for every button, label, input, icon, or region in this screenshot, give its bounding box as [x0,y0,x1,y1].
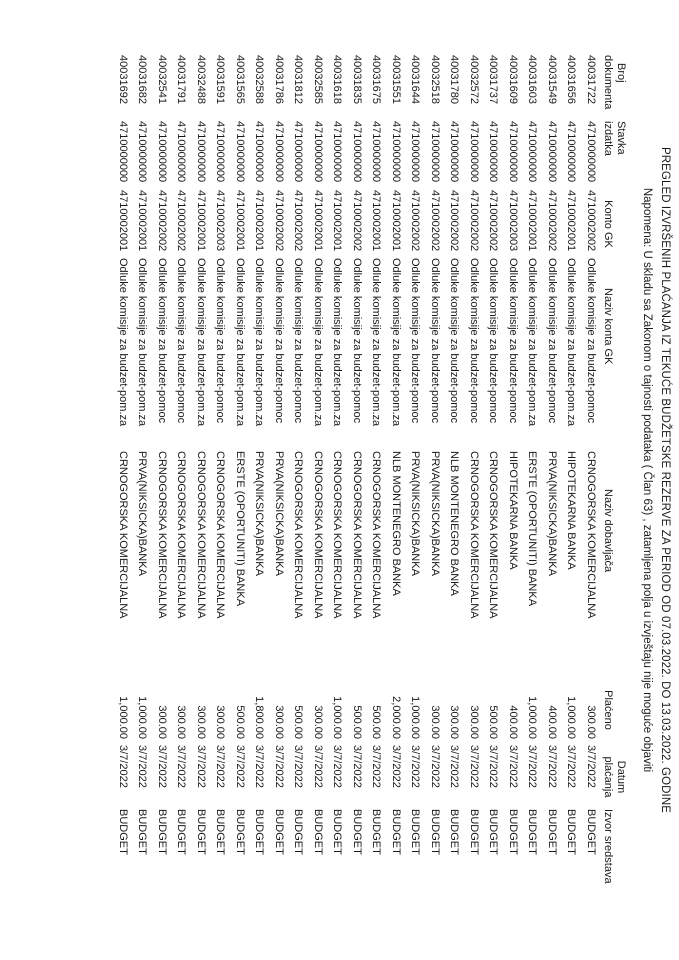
cell-stavka-izdatka: 4710000000 [175,121,188,183]
cell-datum-placanja: 3/7/2022 [273,745,285,788]
cell-naziv-dobavljaca: CRNOGORSKA KOMERCIJALNA [292,451,305,619]
table-row [230,55,250,889]
cell-placeno: 300.00 [429,705,441,739]
cell-naziv-konta-gk: Odluke komisije za budzet-pom.za [526,258,539,427]
cell-naziv-konta-gk: Odluke komisije za budzet-pom.za [370,258,383,427]
cell-placeno: 300.00 [175,705,188,739]
cell-placeno: 300.00 [195,705,207,739]
cell-izvor-sredstava: BUDGET [390,809,402,855]
cell-stavka-izdatka: 4710000000 [546,121,558,183]
cell-stavka-izdatka: 4710000000 [156,121,168,183]
cell-naziv-konta-gk: Odluke komisije za budzet-pomoc [546,258,558,424]
cell-placeno: 1,000.00 [565,696,578,739]
header-broj-dokumenta [600,55,627,121]
cell-stavka-izdatka: 4710000000 [468,121,480,183]
cell-naziv-dobavljaca: PRVA(NIKSICKA)BANKA [253,451,266,576]
cell-placeno: 1,800.00 [253,696,266,739]
cell-naziv-konta-gk: Odluke komisije za budzet-pom.za [117,258,129,427]
cell-izvor-sredstava: BUDGET [507,809,519,855]
table-row [561,55,581,889]
cell-konto-gk: 4710002002 [351,190,363,252]
cell-placeno: 1,000.00 [526,696,539,739]
cell-naziv-konta-gk: Odluke komisije za budzet-pomoc [429,258,441,424]
table-row [249,55,269,889]
cell-placeno: 500.00 [292,705,305,739]
cell-datum-placanja: 3/7/2022 [253,745,266,788]
table-row [171,55,191,889]
cell-datum-placanja: 3/7/2022 [292,745,305,788]
cell-konto-gk: 4710002001 [370,190,383,252]
cell-konto-gk: 4710002001 [234,190,246,252]
cell-naziv-konta-gk: Odluke komisije za budzet-pom.za [565,258,578,427]
cell-izvor-sredstava: BUDGET [448,809,461,855]
cell-placeno: 500.00 [351,705,363,739]
cell-placeno: 500.00 [234,705,246,739]
cell-stavka-izdatka: 4710000000 [448,121,461,183]
cell-datum-placanja: 3/7/2022 [448,745,461,788]
cell-konto-gk: 4710002002 [546,190,558,252]
cell-naziv-dobavljaca: CRNOGORSKA KOMERCIJALNA [585,451,597,619]
table-row [483,55,503,889]
cell-stavka-izdatka: 4710000000 [390,121,402,183]
cell-broj-dokumenta: 40031722 [585,55,597,104]
cell-naziv-dobavljaca: PRVA(NIKSICKA)BANKA [136,451,149,576]
header-datum-line2: plaćanja [602,756,614,798]
cell-naziv-dobavljaca: CRNOGORSKA KOMERCIJALNA [468,451,480,619]
cell-izvor-sredstava: BUDGET [253,809,266,855]
header-datum-line1: Datum [615,760,627,794]
table-row [113,55,133,889]
cell-placeno: 300.00 [214,705,227,739]
table-row [542,55,562,889]
cell-naziv-dobavljaca: CRNOGORSKA KOMERCIJALNA [195,451,207,619]
table-row [327,55,347,889]
cell-naziv-dobavljaca: CRNOGORSKA KOMERCIJALNA [351,451,363,619]
cell-broj-dokumenta: 40031609 [507,55,519,104]
document-title: PREGLED IZVRŠENIH PLAĆANJA IZ TEKUĆE BUDŽETSKE REZERVE ZA PERIOD OD 07.03.2022. DO 13.03.2022. GODINE [659,146,671,814]
document-note: Napomena: U skladu sa Zakonom o tajnosti podataka ( Član 63) , zatamljena polja u izvještaju nije moguće objaviti [641,187,653,773]
cell-stavka-izdatka: 4710000000 [526,121,539,183]
cell-naziv-konta-gk: Odluke komisije za budzet-pom.za [136,258,149,427]
cell-izvor-sredstava: BUDGET [468,809,480,855]
cell-konto-gk: 4710002002 [156,190,168,252]
cell-datum-placanja: 3/7/2022 [468,745,480,788]
cell-broj-dokumenta: 40031549 [546,55,558,104]
cell-konto-gk: 4710002003 [214,190,227,252]
cell-izvor-sredstava: BUDGET [487,809,500,855]
cell-datum-placanja: 3/7/2022 [507,745,519,788]
cell-izvor-sredstava: BUDGET [156,809,168,855]
cell-naziv-dobavljaca: CRNOGORSKA KOMERCIJALNA [156,451,168,619]
cell-placeno: 500.00 [370,705,383,739]
cell-konto-gk: 4710002002 [292,190,305,252]
header-row [600,55,627,889]
cell-stavka-izdatka: 4710000000 [565,121,578,183]
cell-stavka-izdatka: 4710000000 [429,121,441,183]
cell-stavka-izdatka: 4710000000 [273,121,285,183]
cell-naziv-konta-gk: Odluke komisije za budzet-pomoc [448,258,461,424]
cell-broj-dokumenta: 40032488 [195,55,207,104]
cell-broj-dokumenta: 40032572 [468,55,480,104]
cell-broj-dokumenta: 40031644 [409,55,422,104]
cell-stavka-izdatka: 4710000000 [331,121,344,183]
cell-izvor-sredstava: BUDGET [292,809,305,855]
cell-konto-gk: 4710002002 [448,190,461,252]
cell-datum-placanja: 3/7/2022 [565,745,578,788]
table-header [600,55,627,889]
cell-stavka-izdatka: 4710000000 [370,121,383,183]
cell-stavka-izdatka: 4710000000 [487,121,500,183]
header-konto-gk: Konto GK [602,200,614,248]
cell-broj-dokumenta: 40031603 [526,55,539,104]
cell-datum-placanja: 3/7/2022 [156,745,168,788]
cell-datum-placanja: 3/7/2022 [214,745,227,788]
cell-izvor-sredstava: BUDGET [195,809,207,855]
cell-stavka-izdatka: 4710000000 [292,121,305,183]
table-row [191,55,211,889]
cell-konto-gk: 4710002003 [507,190,519,252]
cell-placeno: 2,000.00 [390,696,402,739]
table-row [347,55,367,889]
cell-naziv-dobavljaca: CRNOGORSKA KOMERCIJALNA [331,451,344,619]
cell-placeno: 400.00 [507,705,519,739]
header-izvor-sredstava: Izvor sredstava [602,809,614,884]
cell-naziv-konta-gk: Odluke komisije za budzet-pom.za [253,258,266,427]
cell-izvor-sredstava: BUDGET [312,809,324,855]
cell-naziv-konta-gk: Odluke komisije za budzet-pomoc [273,258,285,424]
cell-broj-dokumenta: 40031786 [273,55,285,104]
cell-placeno: 1,000.00 [409,696,422,739]
cell-konto-gk: 4710002001 [312,190,324,252]
cell-broj-dokumenta: 40032518 [429,55,441,104]
cell-konto-gk: 4710002002 [273,190,285,252]
cell-izvor-sredstava: BUDGET [234,809,246,855]
cell-izvor-sredstava: BUDGET [117,809,129,855]
table-row [210,55,230,889]
cell-konto-gk: 4710002002 [487,190,500,252]
table-row [288,55,308,889]
cell-broj-dokumenta: 40031591 [214,55,227,104]
cell-stavka-izdatka: 4710000000 [214,121,227,183]
cell-izvor-sredstava: BUDGET [429,809,441,855]
cell-broj-dokumenta: 40031565 [234,55,246,104]
cell-broj-dokumenta: 40031780 [448,55,461,104]
cell-naziv-konta-gk: Odluke komisije za budzet-pomoc [409,258,422,424]
cell-naziv-dobavljaca: NLB MONTENEGRO BANKA [448,451,461,596]
cell-stavka-izdatka: 4710000000 [117,121,129,183]
cell-stavka-izdatka: 4710000000 [312,121,324,183]
cell-datum-placanja: 3/7/2022 [390,745,402,788]
cell-broj-dokumenta: 40031551 [390,55,402,104]
cell-datum-placanja: 3/7/2022 [175,745,188,788]
cell-konto-gk: 4710002002 [175,190,188,252]
cell-naziv-konta-gk: Odluke komisije za budzet-pomoc [292,258,305,424]
cell-izvor-sredstava: BUDGET [351,809,363,855]
cell-izvor-sredstava: BUDGET [585,809,597,855]
cell-datum-placanja: 3/7/2022 [526,745,539,788]
cell-naziv-konta-gk: Odluke komisije za budzet-pomoc [468,258,480,424]
cell-konto-gk: 4710002002 [429,190,441,252]
cell-placeno: 300.00 [448,705,461,739]
table-row [308,55,328,889]
cell-izvor-sredstava: BUDGET [214,809,227,855]
cell-stavka-izdatka: 4710000000 [253,121,266,183]
cell-placeno: 1,000.00 [331,696,344,739]
cell-naziv-konta-gk: Odluke komisije za budzet-pom.za [234,258,246,427]
header-broj-line1: Broj [615,63,627,83]
cell-datum-placanja: 3/7/2022 [585,745,597,788]
cell-naziv-dobavljaca: ERSTE (OPORTUNITI) BANKA [526,451,539,607]
cell-naziv-konta-gk: Odluke komisije za budzet-pomoc [585,258,597,424]
cell-naziv-dobavljaca: CRNOGORSKA KOMERCIJALNA [214,451,227,619]
cell-naziv-konta-gk: Odluke komisije za budzet-pom.za [312,258,324,427]
cell-placeno: 300.00 [156,705,168,739]
cell-stavka-izdatka: 4710000000 [409,121,422,183]
table-row [444,55,464,889]
cell-broj-dokumenta: 40032585 [312,55,324,104]
cell-broj-dokumenta: 40031692 [117,55,129,104]
cell-konto-gk: 4710002001 [565,190,578,252]
cell-placeno: 400.00 [546,705,558,739]
cell-placeno: 300.00 [273,705,285,739]
cell-konto-gk: 4710002002 [468,190,480,252]
cell-konto-gk: 4710002001 [331,190,344,252]
header-naziv-konta-gk: Naziv konta GK [602,288,614,365]
cell-placeno: 300.00 [585,705,597,739]
cell-naziv-konta-gk: Odluke komisije za budzet-pomoc [175,258,188,424]
cell-naziv-dobavljaca: PRVA(NIKSICKA)BANKA [273,451,285,576]
cell-konto-gk: 4710002001 [390,190,402,252]
table-row [269,55,289,889]
header-placeno: Plaćeno [602,690,614,730]
table-row [152,55,172,889]
cell-naziv-konta-gk: Odluke komisije za budzet-pomoc [487,258,500,424]
cell-datum-placanja: 3/7/2022 [487,745,500,788]
table-row [581,55,601,889]
cell-stavka-izdatka: 4710000000 [585,121,597,183]
cell-placeno: 300.00 [468,705,480,739]
table-row [425,55,445,889]
cell-broj-dokumenta: 40031835 [351,55,363,104]
cell-konto-gk: 4710002001 [195,190,207,252]
header-stavka-izdatka: Stavka izdatka [602,121,627,156]
cell-naziv-dobavljaca: PRVA(NIKSICKA)BANKA [429,451,441,576]
cell-datum-placanja: 3/7/2022 [234,745,246,788]
table-row [366,55,386,889]
cell-stavka-izdatka: 4710000000 [136,121,149,183]
cell-stavka-izdatka: 4710000000 [507,121,519,183]
cell-naziv-dobavljaca: HIPOTEKARNA BANKA [507,451,519,570]
cell-stavka-izdatka: 4710000000 [234,121,246,183]
cell-naziv-dobavljaca: PRVA(NIKSICKA)BANKA [409,451,422,576]
cell-broj-dokumenta: 40031737 [487,55,500,104]
cell-datum-placanja: 3/7/2022 [409,745,422,788]
cell-naziv-dobavljaca: CRNOGORSKA KOMERCIJALNA [312,451,324,619]
table-row [386,55,406,889]
cell-konto-gk: 4710002001 [526,190,539,252]
cell-datum-placanja: 3/7/2022 [370,745,383,788]
table-body [113,55,601,889]
cell-naziv-konta-gk: Odluke komisije za budzet-pomoc [351,258,363,424]
cell-naziv-konta-gk: Odluke komisije za budzet-pom.za [331,258,344,427]
header-naziv-dobavljaca: Naziv dobavljača [602,489,614,573]
cell-izvor-sredstava: BUDGET [370,809,383,855]
cell-izvor-sredstava: BUDGET [175,809,188,855]
cell-stavka-izdatka: 4710000000 [195,121,207,183]
cell-naziv-konta-gk: Odluke komisije za budzet-pom.za [390,258,402,427]
table-row [503,55,523,889]
header-datum-placanja [600,745,627,809]
cell-izvor-sredstava: BUDGET [273,809,285,855]
cell-placeno: 300.00 [312,705,324,739]
cell-placeno: 500.00 [487,705,500,739]
cell-izvor-sredstava: BUDGET [526,809,539,855]
cell-datum-placanja: 3/7/2022 [331,745,344,788]
cell-stavka-izdatka: 4710000000 [351,121,363,183]
cell-izvor-sredstava: BUDGET [565,809,578,855]
cell-konto-gk: 4710002002 [585,190,597,252]
cell-naziv-konta-gk: Odluke komisije za budzet-pom.za [195,258,207,427]
cell-naziv-konta-gk: Odluke komisije za budzet-pomoc [507,258,519,424]
cell-naziv-dobavljaca: CRNOGORSKA KOMERCIJALNA [175,451,188,619]
cell-konto-gk: 4710002001 [117,190,129,252]
cell-broj-dokumenta: 40031675 [370,55,383,104]
cell-broj-dokumenta: 40031812 [292,55,305,104]
cell-naziv-dobavljaca: CRNOGORSKA KOMERCIJALNA [117,451,129,619]
cell-datum-placanja: 3/7/2022 [546,745,558,788]
cell-naziv-dobavljaca: CRNOGORSKA KOMERCIJALNA [370,451,383,619]
cell-naziv-dobavljaca: NLB MONTENEGRO BANKA [390,451,402,596]
table-row [464,55,484,889]
cell-izvor-sredstava: BUDGET [409,809,422,855]
cell-naziv-dobavljaca: PRVA(NIKSICKA)BANKA [546,451,558,576]
cell-izvor-sredstava: BUDGET [136,809,149,855]
cell-datum-placanja: 3/7/2022 [136,745,149,788]
cell-naziv-dobavljaca: CRNOGORSKA KOMERCIJALNA [487,451,500,619]
payments-table [113,55,628,889]
cell-broj-dokumenta: 40032588 [253,55,266,104]
cell-konto-gk: 4710002001 [253,190,266,252]
cell-broj-dokumenta: 40031682 [136,55,149,104]
header-broj-line2: dokumenta [602,55,614,110]
cell-datum-placanja: 3/7/2022 [195,745,207,788]
cell-datum-placanja: 3/7/2022 [312,745,324,788]
cell-placeno: 1,000.00 [117,696,129,739]
cell-placeno: 1,000.00 [136,696,149,739]
table-row [522,55,542,889]
cell-naziv-dobavljaca: ERSTE (OPORTUNITI) BANKA [234,451,246,607]
cell-izvor-sredstava: BUDGET [331,809,344,855]
cell-konto-gk: 4710002002 [409,190,422,252]
cell-broj-dokumenta: 40031791 [175,55,188,104]
cell-naziv-konta-gk: Odluke komisije za budzet-pomoc [156,258,168,424]
cell-naziv-konta-gk: Odluke komisije za budzet-pomoc [214,258,227,424]
cell-izvor-sredstava: BUDGET [546,809,558,855]
cell-naziv-dobavljaca: HIPOTEKARNA BANKA [565,451,578,570]
cell-broj-dokumenta: 40032541 [156,55,168,104]
cell-broj-dokumenta: 40031656 [565,55,578,104]
table-row [405,55,425,889]
cell-broj-dokumenta: 40031618 [331,55,344,104]
cell-datum-placanja: 3/7/2022 [429,745,441,788]
cell-konto-gk: 4710002001 [136,190,149,252]
table-row [132,55,152,889]
cell-datum-placanja: 3/7/2022 [117,745,129,788]
cell-datum-placanja: 3/7/2022 [351,745,363,788]
